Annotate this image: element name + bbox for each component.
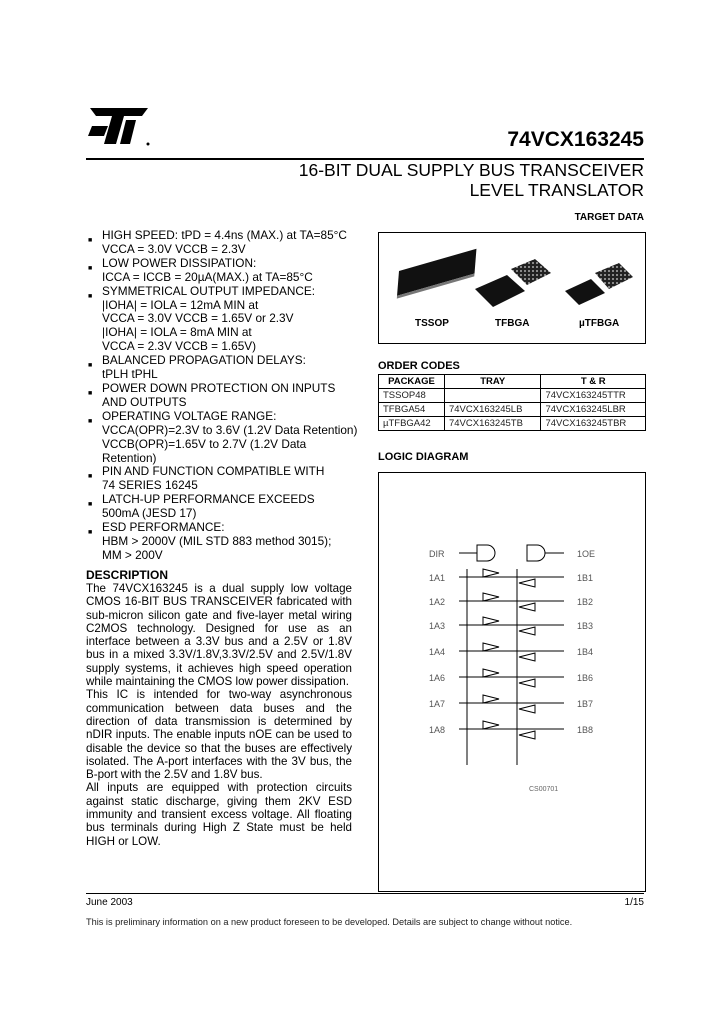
package-label-tfbga: TFBGA (495, 318, 530, 329)
feature-item (86, 285, 362, 355)
table-row (379, 417, 646, 431)
description-heading: DESCRIPTION (86, 568, 169, 582)
table-cell: 74VCX163245LBR (541, 403, 646, 417)
feature-line: POWER DOWN PROTECTION ON INPUTS (102, 380, 336, 395)
diagram-code: CS00701 (529, 786, 559, 793)
buffer-right-icon (483, 695, 499, 703)
pin-label-left: 1A4 (429, 647, 446, 657)
title-line-2: LEVEL TRANSLATOR (469, 180, 644, 200)
feature-item (86, 382, 362, 410)
buffer-right-icon (483, 593, 499, 601)
table-cell: 74VCX163245TTR (541, 389, 646, 403)
tfbga-package (475, 259, 551, 307)
pin-label-right: 1B4 (577, 647, 594, 657)
feature-line: HBM > 2000V (MIL STD 883 method 3015); (102, 533, 332, 548)
table-cell: µTFBGA42 (379, 417, 445, 431)
bullet-icon: ■ (88, 292, 93, 300)
col-header: TRAY (444, 375, 541, 389)
disclaimer: This is preliminary information on a new product foreseen to be developed. Details are subject to change without notice. (86, 917, 573, 927)
buffer-right-icon (483, 643, 499, 651)
pin-label-right: 1B8 (577, 725, 594, 735)
utfbga-package (565, 263, 633, 305)
buffer-right-icon (483, 669, 499, 677)
buffer-right-icon (483, 617, 499, 625)
package-label-tssop: TSSOP (415, 318, 449, 329)
order-codes-table (378, 374, 646, 431)
buffer-right-icon (483, 569, 499, 577)
col-header: PACKAGE (379, 375, 445, 389)
tssop-package (388, 249, 486, 299)
buffer-left-icon (519, 731, 535, 739)
footer-rule (86, 893, 644, 894)
feature-line: BALANCED PROPAGATION DELAYS: (102, 353, 306, 368)
bullet-icon: ■ (88, 389, 93, 397)
logic-diagram-heading: LOGIC DIAGRAM (378, 451, 469, 463)
table-row (379, 403, 646, 417)
and-gate-icon (477, 545, 495, 561)
bullet-icon: ■ (88, 237, 93, 244)
bullet-icon: ■ (88, 501, 93, 509)
pin-label-left: 1A2 (429, 597, 446, 607)
feature-line: SYMMETRICAL OUTPUT IMPEDANCE: (102, 283, 316, 298)
feature-line: AND OUTPUTS (102, 394, 187, 409)
table-cell: TFBGA54 (379, 403, 445, 417)
feature-item (86, 521, 362, 563)
feature-line: LOW POWER DISSIPATION: (102, 255, 257, 270)
feature-line: HIGH SPEED: tPD = 4.4ns (MAX.) at TA=85°C (102, 228, 347, 242)
feature-line: |IOHA| = IOLA = 8mA MIN at (102, 325, 252, 340)
buffer-left-icon (519, 705, 535, 713)
buffer-left-icon (519, 603, 535, 611)
description-paragraph: All inputs are equipped with protection circuits against static discharge, giving them 2KV ESD immunity and transient excess voltage. All floating bus terminals during High Z State must be held HIGH or LOW. (86, 781, 352, 848)
pin-label-right: 1B6 (577, 673, 594, 683)
feature-line: 74 SERIES 16245 (102, 478, 198, 493)
feature-line: |IOHA| = IOLA = 12mA MIN at (102, 297, 259, 312)
bullet-icon: ■ (88, 362, 93, 370)
table-cell: TSSOP48 (379, 389, 445, 403)
table-cell: 74VCX163245TBR (541, 417, 646, 431)
page-number: 1/15 (624, 897, 644, 908)
feature-item (86, 410, 362, 466)
feature-line: VCCA(OPR)=2.3V to 3.6V (1.2V Data Retention) (102, 422, 358, 437)
and-gate-icon (527, 545, 545, 561)
pin-label-left: 1A7 (429, 699, 446, 709)
feature-line: VCCA = 3.0V VCCB = 2.3V (102, 241, 246, 256)
feature-item (86, 229, 362, 257)
buffer-left-icon (519, 579, 535, 587)
feature-line: ESD PERFORMANCE: (102, 520, 225, 535)
pin-label-right: 1B1 (577, 573, 594, 583)
feature-line: VCCA = 3.0V VCCB = 1.65V or 2.3V (102, 311, 294, 326)
feature-line: ICCA = ICCB = 20µA(MAX.) at TA=85°C (102, 269, 313, 284)
buffer-left-icon (519, 653, 535, 661)
logic-diagram-drawing (379, 473, 645, 891)
package-figure (378, 232, 646, 344)
pin-label-left: 1A8 (429, 725, 446, 735)
pin-label-left: 1A1 (429, 573, 446, 583)
feature-line: MM > 200V (102, 547, 163, 562)
feature-line: 500mA (JESD 17) (102, 506, 197, 521)
feature-item (86, 257, 362, 285)
table-row (379, 389, 646, 403)
st-logo (86, 106, 152, 146)
buffer-left-icon (519, 679, 535, 687)
bullet-icon: ■ (88, 264, 93, 272)
pin-label-right: 1B2 (577, 597, 594, 607)
buffer-left-icon (519, 627, 535, 635)
feature-item (86, 465, 362, 493)
package-label-utfbga: µTFBGA (579, 318, 620, 329)
table-cell (444, 389, 541, 403)
bullet-icon: ■ (88, 417, 93, 425)
footer-date: June 2003 (86, 897, 133, 908)
pin-label-left: 1A3 (429, 621, 446, 631)
table-cell: 74VCX163245LB (444, 403, 541, 417)
order-codes-heading: ORDER CODES (378, 360, 460, 372)
part-number: 74VCX163245 (507, 128, 644, 151)
pin-label-left: DIR (429, 549, 445, 559)
feature-line: OPERATING VOLTAGE RANGE: (102, 408, 277, 423)
pin-label-right: 1OE (577, 549, 596, 559)
feature-line: VCCB(OPR)=1.65V to 2.7V (1.2V Data Retention) (102, 436, 307, 465)
bullet-icon: ■ (88, 529, 93, 537)
feature-item (86, 493, 362, 521)
features-list (86, 229, 362, 563)
target-data-label: TARGET DATA (574, 212, 644, 223)
pin-label-right: 1B7 (577, 699, 594, 709)
table-header-row (379, 375, 646, 389)
pin-label-right: 1B3 (577, 621, 594, 631)
description-paragraph: The 74VCX163245 is a dual supply low voltage CMOS 16-BIT BUS TRANSCEIVER fabricated with sub-micron silicon gate and five-layer metal wiring C2MOS technology. Designed for use as an interface between a 3.3V bus and a 2.5V or 1.8V bus in a mixed 3.3V/1.8V,3.3V/2.5V and 2.5V/1.8V supply systems, it achieves high speed operation while maintaining the CMOS low power dissipation. (86, 582, 352, 689)
description-body (86, 582, 352, 848)
bullet-icon: ■ (88, 473, 93, 481)
title-line-1: 16-BIT DUAL SUPPLY BUS TRANSCEIVER (298, 160, 644, 180)
feature-line: LATCH-UP PERFORMANCE EXCEEDS (102, 492, 315, 507)
feature-line: tPLH tPHL (102, 367, 158, 382)
description-paragraph: This IC is intended for two-way asynchronous communication between data buses and the direction of data transmission is determined by nDIR inputs. The enable inputs nOE can be used to disable the device so that the buses are effectively isolated. The A-port interfaces with the 3V bus, the B-port with the 2.5V and 1.8V bus. (86, 688, 352, 782)
feature-line: VCCA = 2.3V VCCB = 1.65V) (102, 339, 257, 354)
col-header: T & R (541, 375, 646, 389)
pin-label-left: 1A6 (429, 673, 446, 683)
feature-line: PIN AND FUNCTION COMPATIBLE WITH (102, 464, 325, 479)
buffer-right-icon (483, 721, 499, 729)
table-cell: 74VCX163245TB (444, 417, 541, 431)
logic-diagram (378, 472, 646, 892)
feature-item (86, 354, 362, 382)
